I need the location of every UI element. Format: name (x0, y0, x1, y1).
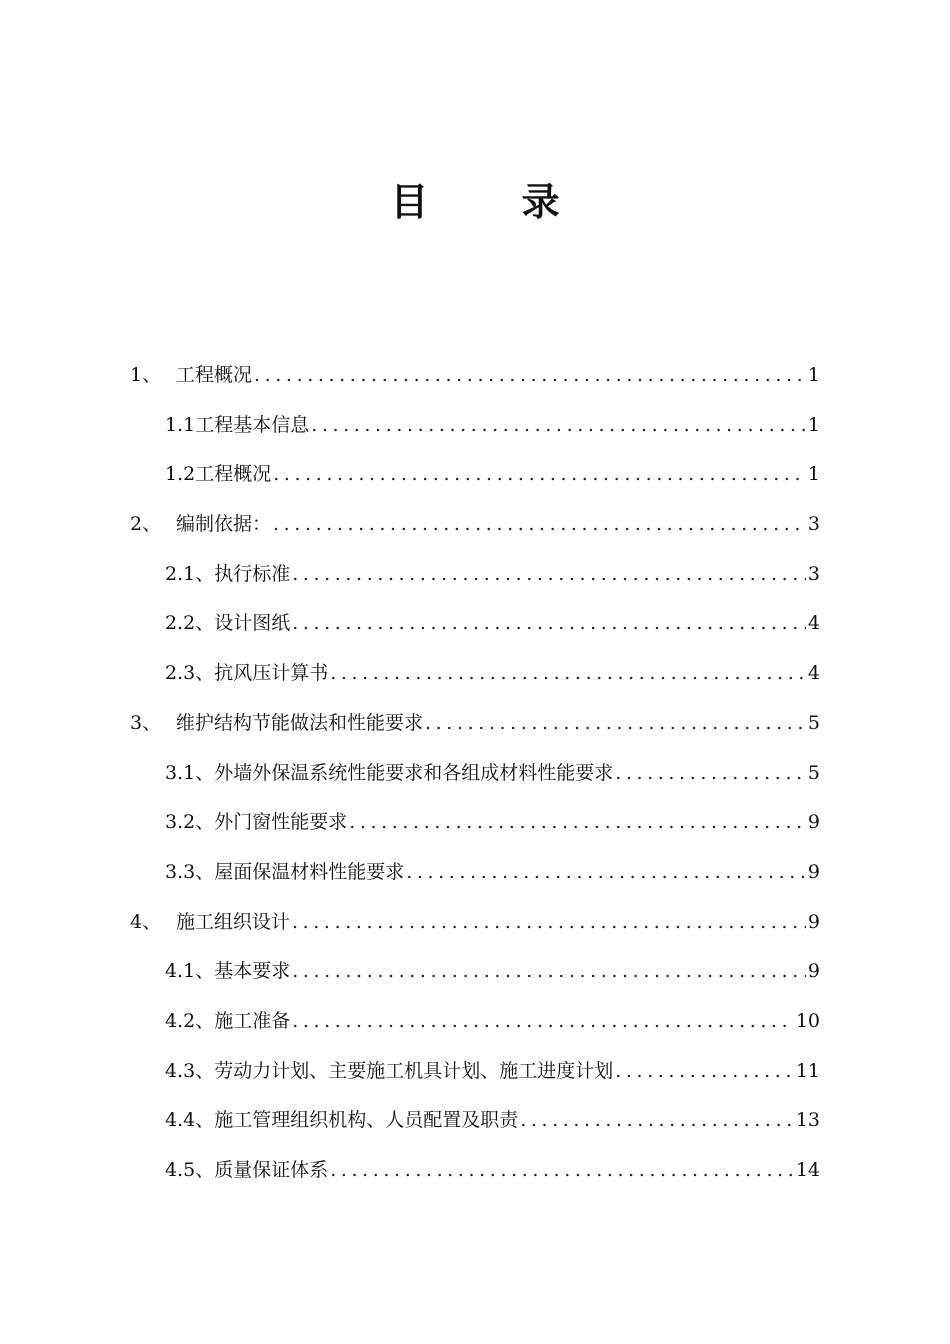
page-title: 目 录 (390, 179, 600, 224)
toc-dot-leader (292, 599, 806, 649)
toc-entry-page: 1 (807, 463, 820, 486)
toc-dot-leader (311, 401, 806, 451)
toc-entry-page: 9 (807, 910, 820, 933)
toc-entry-label: 1.2工程概况 (165, 463, 272, 486)
toc-entry[interactable] (130, 1047, 820, 1097)
toc-dot-leader (349, 798, 806, 848)
toc-entry[interactable] (130, 1096, 820, 1146)
toc-entry[interactable] (130, 947, 820, 997)
toc-entry-page: 3 (807, 513, 820, 536)
toc-entry-page: 9 (807, 860, 820, 883)
toc-dot-leader (273, 500, 806, 550)
toc-dot-leader (292, 947, 806, 997)
toc-entry-number: 3、 (130, 711, 162, 734)
toc-entry-label: 4.2、施工准备 (165, 1009, 291, 1032)
toc-entry-label: 3.3、屋面保温材料性能要求 (165, 860, 405, 883)
toc-entry-label: 工程概况 (176, 364, 253, 386)
toc-entry-label: 3.2、外门窗性能要求 (165, 811, 348, 834)
toc-entry[interactable] (130, 401, 820, 451)
toc-entry-page: 11 (795, 1059, 820, 1082)
toc-dot-leader (292, 550, 806, 600)
toc-entry-label: 4.5、质量保证体系 (165, 1159, 329, 1181)
toc-entry[interactable] (130, 749, 820, 799)
toc-dot-leader (425, 699, 806, 749)
toc-entry[interactable] (130, 649, 820, 699)
toc-entry-label: 2.2、设计图纸 (165, 612, 291, 635)
toc-entry[interactable] (130, 997, 820, 1047)
table-of-contents (130, 351, 820, 1196)
toc-entry-page: 3 (807, 562, 820, 585)
toc-entry[interactable] (130, 798, 820, 848)
toc-entry-page: 5 (807, 761, 820, 784)
toc-entry[interactable] (130, 848, 820, 898)
toc-entry[interactable] (130, 599, 820, 649)
toc-dot-leader (520, 1096, 794, 1146)
toc-entry-label: 施工组织设计 (176, 910, 291, 933)
toc-entry-page: 9 (807, 960, 820, 983)
toc-entry-label: 编制依据： (176, 513, 272, 536)
toc-dot-leader (292, 997, 794, 1047)
toc-entry-page: 4 (807, 612, 820, 635)
toc-entry[interactable] (130, 351, 820, 401)
toc-entry[interactable] (130, 550, 820, 600)
toc-entry-page: 9 (807, 811, 820, 834)
toc-entry[interactable] (130, 450, 820, 500)
toc-entry-label: 4.1、基本要求 (165, 960, 291, 983)
toc-dot-leader (273, 450, 806, 500)
toc-entry-page: 1 (807, 413, 820, 436)
toc-entry-page: 13 (795, 1109, 820, 1132)
toc-dot-leader (615, 1047, 794, 1097)
toc-entry-label: 4.3、劳动力计划、主要施工机具计划、施工进度计划 (165, 1059, 614, 1082)
toc-entry-page: 14 (795, 1159, 820, 1181)
toc-entry-label: 3.1、外墙外保温系统性能要求和各组成材料性能要求 (165, 761, 614, 784)
toc-entry-number: 4、 (130, 910, 162, 933)
toc-entry-number: 2、 (130, 513, 162, 536)
toc-entry-page: 1 (807, 364, 820, 386)
toc-dot-leader (406, 848, 806, 898)
toc-dot-leader (615, 749, 806, 799)
toc-entry-page: 5 (807, 711, 820, 734)
toc-dot-leader (254, 351, 806, 401)
toc-entry[interactable] (130, 699, 820, 749)
toc-entry-label: 2.1、执行标准 (165, 562, 291, 585)
toc-dot-leader (292, 898, 806, 948)
toc-entry-number: 1、 (130, 364, 162, 386)
toc-entry-label: 1.1工程基本信息 (165, 413, 310, 436)
toc-dot-leader (330, 1146, 794, 1196)
toc-entry-page: 10 (795, 1009, 820, 1032)
toc-entry[interactable] (130, 898, 820, 948)
toc-entry-label: 4.4、施工管理组织机构、人员配置及职责 (165, 1109, 519, 1132)
toc-dot-leader (330, 649, 806, 699)
toc-entry-label: 维护结构节能做法和性能要求 (176, 711, 424, 734)
toc-entry[interactable] (130, 500, 820, 550)
toc-entry-label: 2.3、抗风压计算书 (165, 662, 329, 685)
toc-entry-page: 4 (807, 662, 820, 685)
toc-entry[interactable] (130, 1146, 820, 1196)
